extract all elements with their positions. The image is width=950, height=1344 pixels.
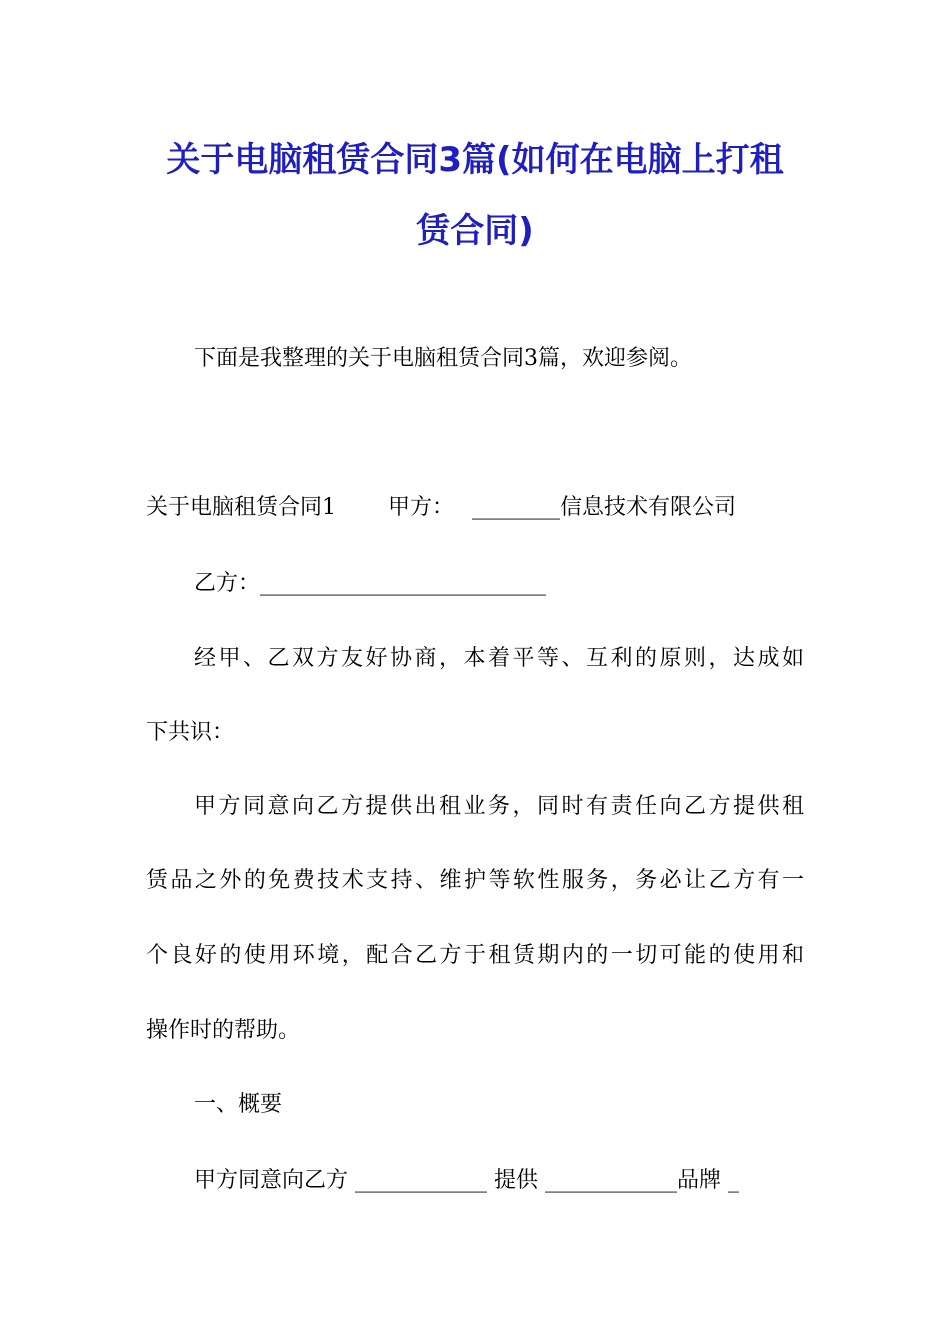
service-line1: 甲方同意向乙方提供出租业务，同时有责任向乙方提供租 xyxy=(194,794,804,819)
consensus-line2: 下共识： xyxy=(146,720,235,745)
service-line3: 个良好的使用环境，配合乙方于租赁期内的一切可能的使用和 xyxy=(146,943,804,968)
consensus-line1: 经甲、乙双方友好协商，本着平等、互利的原则，达成如 xyxy=(194,646,804,671)
party-a-label: 甲方： xyxy=(388,495,455,520)
section1-heading: 一、概要 xyxy=(194,1092,283,1117)
document-title-line2: 赁合同) xyxy=(416,211,534,251)
contract-heading: 关于电脑租赁合同1 xyxy=(146,495,336,520)
party-a-value: ________信息技术有限公司 xyxy=(472,495,737,520)
service-line2: 赁品之外的免费技术支持、维护等软性服务，务必让乙方有一 xyxy=(146,868,804,893)
service-line4: 操作时的帮助。 xyxy=(146,1018,301,1043)
document-title-line1: 关于电脑租赁合同3篇(如何在电脑上打租 xyxy=(166,140,784,180)
party-b-line: 乙方：__________________________ xyxy=(194,571,547,596)
intro-paragraph: 下面是我整理的关于电脑租赁合同3篇，欢迎参阅。 xyxy=(194,346,692,371)
contract-heading-line xyxy=(146,493,736,523)
section1-line1: 甲方同意向乙方 ____________ 提供 ____________品牌 _ xyxy=(194,1168,739,1193)
